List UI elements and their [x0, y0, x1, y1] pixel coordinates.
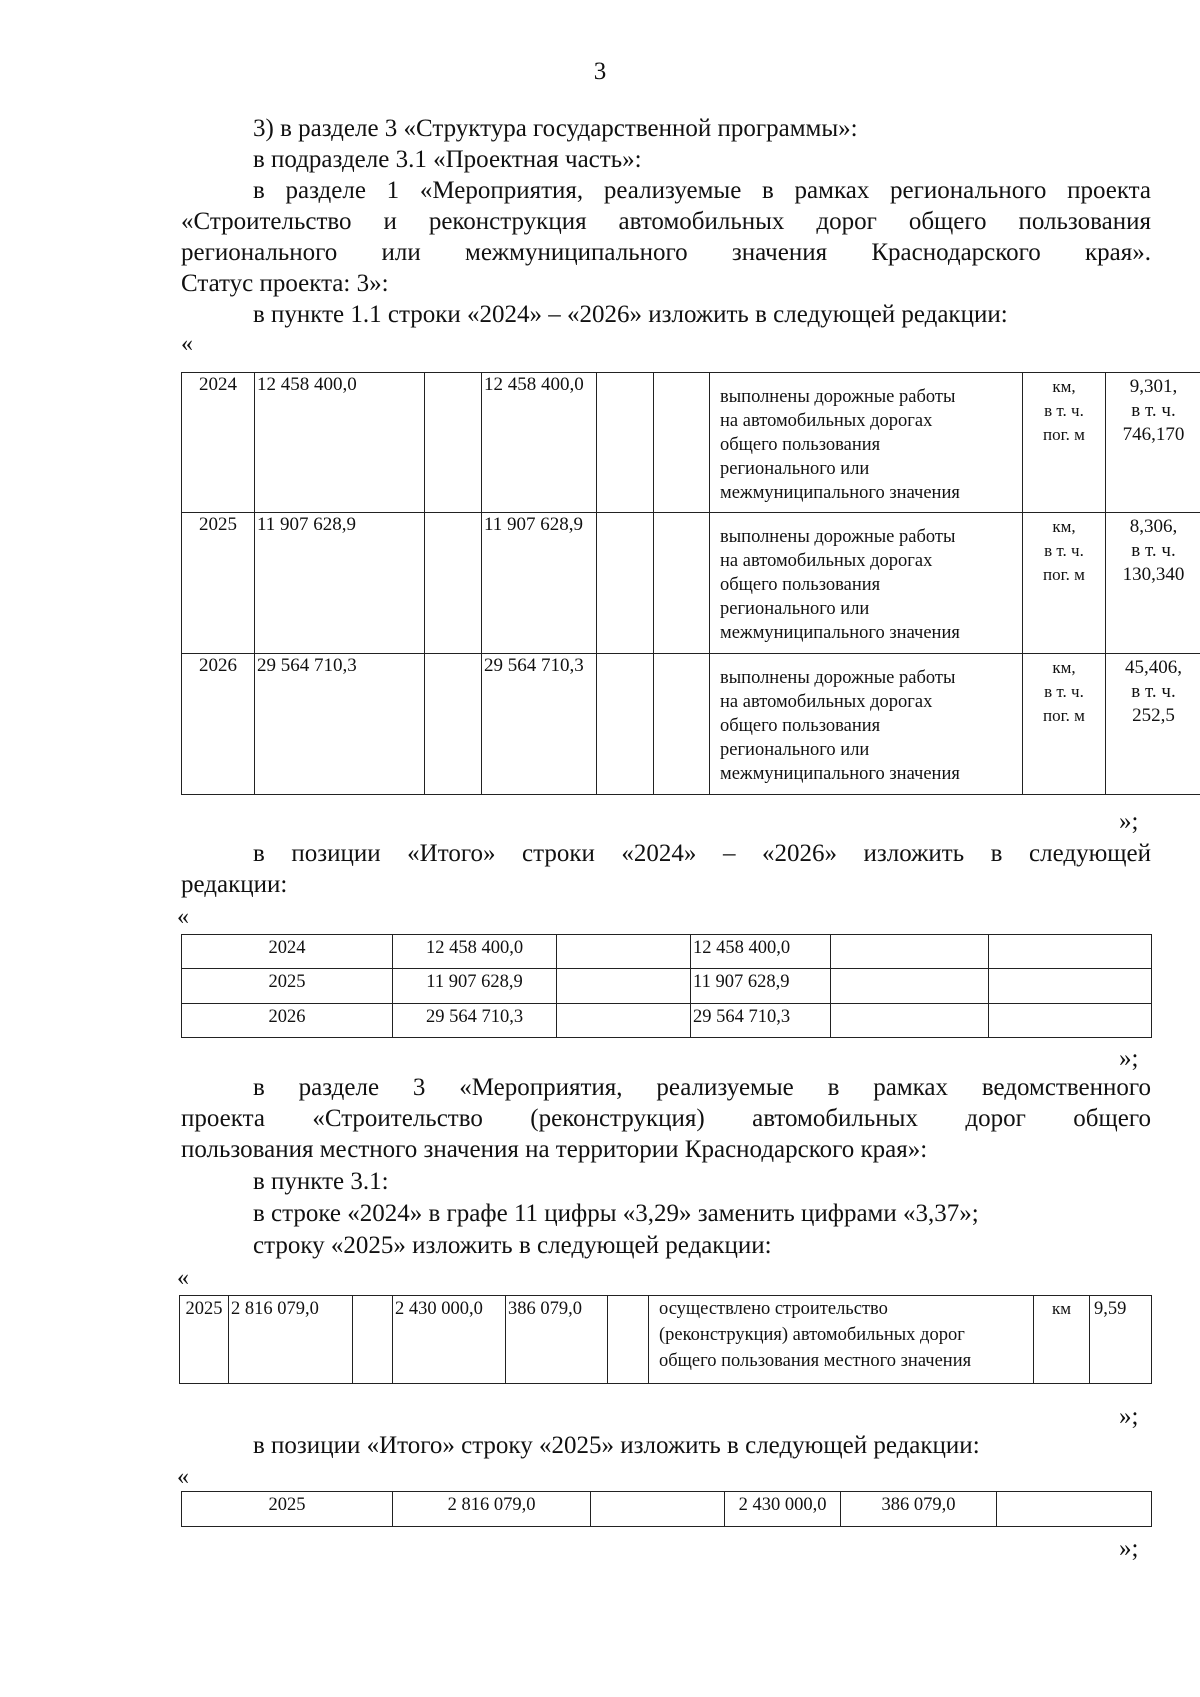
unit-cell: км: [1034, 1296, 1090, 1384]
empty-cell: [597, 513, 654, 654]
desc-line: на автомобильных дорогах: [720, 692, 933, 712]
paragraph-row-2024-change: в строке «2024» в графе 11 цифры «3,29» заменить цифрами «3,37»;: [253, 1200, 979, 1227]
year-cell: 2025: [182, 1492, 393, 1527]
empty-cell: [425, 654, 482, 795]
budget-cell: 11 907 628,9: [691, 969, 831, 1004]
value-line: 8,306,: [1129, 516, 1178, 537]
empty-cell: [831, 1004, 989, 1038]
total-cell: 11 907 628,9: [255, 513, 425, 654]
value-cell: [1106, 513, 1200, 654]
page-number: 3: [593, 58, 607, 85]
desc-line: межмуниципального значения: [720, 623, 960, 643]
value-line: в т. ч.: [1131, 681, 1176, 702]
desc-line: (реконструкция) автомобильных дорог: [659, 1325, 965, 1345]
budget-cell: 2 430 000,0: [725, 1492, 841, 1527]
unit-line: пог. м: [1043, 565, 1085, 584]
table-regional-project: [181, 372, 1200, 795]
table-row: [182, 513, 1200, 654]
total-cell: 29 564 710,3: [393, 1004, 557, 1038]
paragraph-subsection-3-1: в подразделе 3.1 «Проектная часть»:: [253, 146, 642, 173]
desc-line: регионального или: [720, 740, 870, 760]
total-cell: 29 564 710,3: [255, 654, 425, 795]
desc-line: выполнены дорожные работы: [720, 668, 956, 688]
total-cell: 12 458 400,0: [255, 373, 425, 513]
desc-line: общего пользования: [720, 575, 881, 595]
desc-line: регионального или: [720, 459, 870, 479]
unit-line: км,: [1052, 517, 1076, 536]
desc-line: общего пользования местного значения: [659, 1351, 972, 1371]
unit-cell: [1023, 654, 1106, 795]
desc-line: общего пользования: [720, 435, 881, 455]
empty-cell: [654, 513, 710, 654]
year-cell: 2026: [182, 654, 255, 795]
total-cell: 2 816 079,0: [393, 1492, 591, 1527]
paragraph-departmental-line1: в разделе 3 «Мероприятия, реализуемые в рамках ведомственного: [253, 1074, 1151, 1101]
empty-cell: [425, 513, 482, 654]
table-row: [180, 1296, 1152, 1384]
empty-cell: [654, 373, 710, 513]
empty-cell: [608, 1296, 649, 1384]
empty-cell: [831, 935, 989, 969]
budget-cell: 12 458 400,0: [691, 935, 831, 969]
paragraph-regional-project-line1: в разделе 1 «Мероприятия, реализуемые в рамках регионального проекта: [253, 177, 1151, 204]
paragraph-regional-project-line3: регионального или межмуниципального значения Краснодарского края».: [181, 239, 1151, 266]
empty-cell: [597, 654, 654, 795]
close-quote: »;: [1119, 1045, 1139, 1072]
desc-line: осуществлено строительство: [659, 1299, 888, 1319]
year-cell: 2026: [182, 1004, 393, 1038]
unit-line: пог. м: [1043, 425, 1085, 444]
empty-cell: [557, 1004, 691, 1038]
table-regional-total: [181, 934, 1152, 1038]
year-cell: 2024: [182, 373, 255, 513]
local-budget-cell: 386 079,0: [506, 1296, 608, 1384]
desc-line: регионального или: [720, 599, 870, 619]
value-line: в т. ч.: [1131, 540, 1176, 561]
unit-line: км,: [1052, 377, 1076, 396]
table-row: [182, 1004, 1152, 1038]
result-description-cell: [710, 373, 1023, 513]
budget-cell: 12 458 400,0: [482, 373, 597, 513]
open-quote: «: [177, 1464, 189, 1490]
unit-line: в т. ч.: [1044, 682, 1084, 701]
unit-line: в т. ч.: [1044, 541, 1084, 560]
budget-cell: 2 430 000,0: [393, 1296, 506, 1384]
total-cell: 2 816 079,0: [229, 1296, 353, 1384]
empty-cell: [597, 373, 654, 513]
paragraph-total-position-line2: редакции:: [181, 871, 288, 898]
desc-line: выполнены дорожные работы: [720, 527, 956, 547]
total-cell: 12 458 400,0: [393, 935, 557, 969]
year-cell: 2025: [182, 969, 393, 1004]
desc-line: межмуниципального значения: [720, 764, 960, 784]
paragraph-regional-project-line2: «Строительство и реконструкция автомобильных дорог общего пользования: [181, 208, 1151, 235]
value-line: 252,5: [1132, 705, 1175, 726]
unit-line: пог. м: [1043, 706, 1085, 725]
table-row: [182, 935, 1152, 969]
result-description-cell: [649, 1296, 1034, 1384]
paragraph-departmental-line3: пользования местного значения на территории Краснодарского края»:: [181, 1136, 928, 1163]
total-cell: 11 907 628,9: [393, 969, 557, 1004]
paragraph-row-2025: строку «2025» изложить в следующей редакции:: [253, 1232, 772, 1259]
value-cell: [1106, 373, 1200, 513]
empty-cell: [989, 969, 1152, 1004]
empty-cell: [989, 1004, 1152, 1038]
empty-cell: [989, 935, 1152, 969]
paragraph-total-position-line1: в позиции «Итого» строки «2024» – «2026» изложить в следующей: [253, 840, 1151, 867]
empty-cell: [557, 935, 691, 969]
year-cell: 2025: [180, 1296, 229, 1384]
desc-line: на автомобильных дорогах: [720, 411, 933, 431]
empty-cell: [831, 969, 989, 1004]
desc-line: межмуниципального значения: [720, 483, 960, 503]
table-departmental-total: [181, 1491, 1152, 1527]
table-row: [182, 969, 1152, 1004]
desc-line: на автомобильных дорогах: [720, 551, 933, 571]
paragraph-departmental-line2: проекта «Строительство (реконструкция) автомобильных дорог общего: [181, 1105, 1151, 1132]
year-cell: 2025: [182, 513, 255, 654]
result-description-cell: [710, 654, 1023, 795]
value-line: 45,406,: [1125, 657, 1182, 678]
unit-cell: [1023, 373, 1106, 513]
paragraph-section-3: 3) в разделе 3 «Структура государственной программы»:: [253, 115, 858, 142]
open-quote: «: [177, 904, 189, 930]
value-cell: 9,59: [1090, 1296, 1152, 1384]
paragraph-point-1-1: в пункте 1.1 строки «2024» – «2026» изложить в следующей редакции:: [253, 301, 1008, 328]
desc-line: общего пользования: [720, 716, 881, 736]
empty-cell: [654, 654, 710, 795]
empty-cell: [425, 373, 482, 513]
close-quote: »;: [1119, 1403, 1139, 1430]
unit-cell: [1023, 513, 1106, 654]
close-quote: »;: [1119, 808, 1139, 835]
value-line: 9,301,: [1129, 376, 1178, 397]
empty-cell: [353, 1296, 393, 1384]
table-row: [182, 373, 1200, 513]
result-description-cell: [710, 513, 1023, 654]
value-line: 746,170: [1122, 424, 1185, 445]
value-cell: [1106, 654, 1200, 795]
table-departmental-project: [179, 1295, 1152, 1384]
paragraph-total-2025: в позиции «Итого» строку «2025» изложить в следующей редакции:: [253, 1432, 980, 1459]
value-line: 130,340: [1122, 564, 1185, 585]
paragraph-point-3-1: в пункте 3.1:: [253, 1168, 389, 1195]
table-row: [182, 654, 1200, 795]
table-row: [182, 1492, 1152, 1527]
value-line: в т. ч.: [1131, 400, 1176, 421]
empty-cell: [557, 969, 691, 1004]
unit-line: км,: [1052, 658, 1076, 677]
paragraph-regional-project-line4: Статус проекта: 3»:: [181, 270, 389, 297]
budget-cell: 29 564 710,3: [482, 654, 597, 795]
budget-cell: 29 564 710,3: [691, 1004, 831, 1038]
open-quote: «: [181, 331, 193, 357]
empty-cell: [591, 1492, 725, 1527]
close-quote: »;: [1119, 1535, 1139, 1562]
empty-cell: [997, 1492, 1152, 1527]
budget-cell: 11 907 628,9: [482, 513, 597, 654]
local-budget-cell: 386 079,0: [841, 1492, 997, 1527]
desc-line: выполнены дорожные работы: [720, 387, 956, 407]
unit-line: в т. ч.: [1044, 401, 1084, 420]
year-cell: 2024: [182, 935, 393, 969]
open-quote: «: [177, 1265, 189, 1291]
